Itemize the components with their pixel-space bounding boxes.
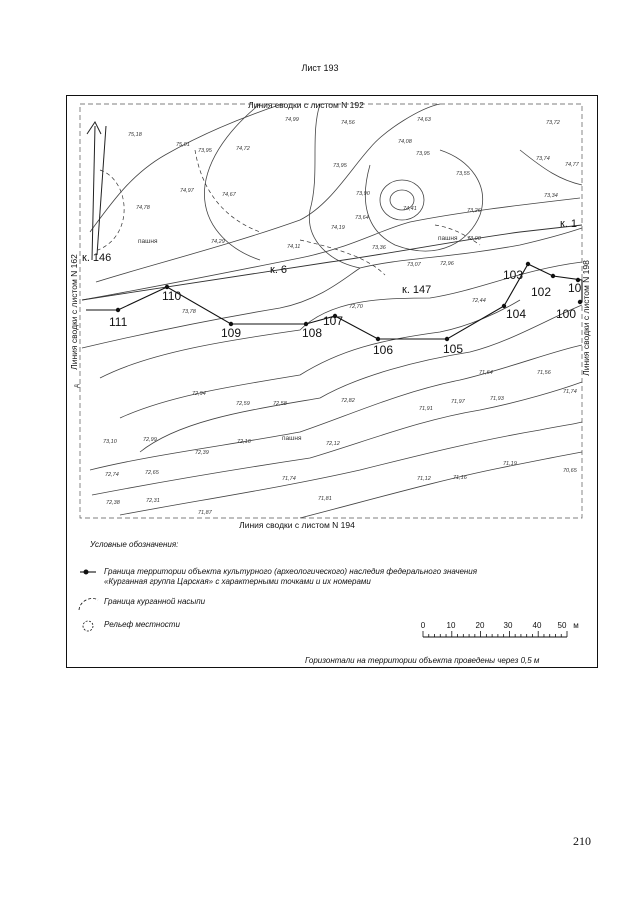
elevation-mark: 71,56: [537, 370, 551, 376]
quarter-lines: [82, 225, 582, 300]
contour-line: [82, 198, 580, 300]
boundary-point-102: [551, 274, 555, 278]
elevation-mark: 72,16: [237, 439, 251, 445]
elevation-mark: 73,00: [467, 236, 481, 242]
quarter-label: к. 6: [270, 264, 288, 276]
mound-legend-icon: [79, 598, 98, 610]
point-label-106: 106: [373, 343, 394, 357]
elevation-mark: 71,81: [318, 496, 332, 502]
elevation-mark: 74,11: [287, 244, 301, 250]
elevation-mark: 71,74: [563, 389, 577, 395]
elevation-mark: 72,96: [440, 261, 454, 267]
scale-bar: [421, 621, 579, 637]
contour-line: [90, 345, 582, 470]
quarter-label: к. 1: [560, 218, 578, 230]
boundary-point-105: [445, 337, 449, 341]
elevation-mark: 72,94: [192, 391, 206, 397]
elevation-mark: 73,07: [407, 262, 421, 268]
elevation-mark: 71,16: [453, 475, 467, 481]
point-label-100: 100: [556, 307, 577, 321]
elevation-mark: 73,78: [182, 309, 196, 315]
boundary-point-111: [116, 308, 120, 312]
scale-unit: м: [573, 621, 579, 630]
elevation-mark: 71,64: [479, 370, 493, 376]
point-label-107: 107: [323, 314, 344, 328]
legend-title: Условные обозначения:: [90, 540, 179, 549]
elevation-mark: 73,95: [416, 151, 430, 157]
legend-relief: Рельеф местности: [104, 620, 180, 629]
elevation-mark: 74,78: [136, 205, 150, 211]
edge-left-mark: д: [74, 384, 80, 388]
field-label: пашня: [438, 235, 458, 242]
elevation-mark: 72,58: [273, 401, 287, 407]
elevation-mark: 73,74: [536, 156, 550, 162]
elevation-mark: 72,39: [195, 450, 209, 456]
elevation-mark: 73,64: [355, 215, 369, 221]
elevation-mark: 74,72: [236, 146, 250, 152]
elevation-mark: 72,99: [143, 437, 157, 443]
edge-label-bottom: Линия сводки с листом N 194: [239, 520, 355, 530]
elevation-mark: 74,41: [403, 206, 417, 212]
point-label-110: 110: [162, 289, 182, 303]
north-arrow-icon: [87, 122, 106, 260]
legend-boundary-line2: «Курганная группа Царская» с характерными точками и их номерами: [104, 577, 371, 586]
scale-tick-label: 20: [475, 621, 485, 630]
elevation-mark: 73,34: [544, 193, 558, 199]
page-number: 210: [573, 834, 591, 848]
sheet-title: Лист 193: [301, 63, 339, 73]
scale-tick-label: 40: [532, 621, 542, 630]
point-label-102: 102: [531, 285, 552, 299]
elevation-mark: 74,29: [211, 239, 225, 245]
scale-tick-label: 0: [420, 621, 426, 630]
elevation-mark: 73,10: [103, 439, 117, 445]
contour-line: [140, 305, 582, 452]
boundary-point-106: [376, 337, 380, 341]
relief-legend-icon: [83, 621, 93, 631]
point-label-10: 10: [568, 281, 582, 295]
point-label-104: 104: [506, 307, 527, 321]
contour-line: [96, 104, 440, 282]
quarter-labels: [82, 218, 577, 296]
elevation-mark: 71,91: [419, 406, 433, 412]
elevation-mark: 73,55: [456, 171, 470, 177]
elevation-mark: 70,65: [563, 468, 577, 474]
elevation-mark: 73,26: [467, 208, 481, 214]
boundary-point-legend-icon: [84, 570, 88, 574]
elevation-mark: 71,97: [451, 399, 465, 405]
mound-boundaries: [98, 150, 480, 275]
elevation-mark: 72,74: [105, 472, 119, 478]
legend-boundary-line1: Граница территории объекта культурного (археологического) наследия федерального значения: [104, 567, 478, 576]
elevation-mark: 71,74: [282, 476, 296, 482]
elevation-mark: 72,70: [349, 304, 363, 310]
elevation-mark: 74,08: [398, 139, 412, 145]
point-label-103: 103: [503, 268, 524, 282]
elevation-mark: 73,95: [333, 163, 347, 169]
edge-label-top: Линия сводки с листом N 192: [248, 100, 364, 110]
contour-line: [380, 180, 424, 220]
elevation-mark: 72,31: [146, 498, 160, 504]
scale-tick-label: 30: [503, 621, 513, 630]
elevation-mark: 72,65: [145, 470, 159, 476]
contour-line: [204, 104, 260, 260]
edge-label-right: Линия сводки с листом N 198: [581, 260, 591, 376]
elevation-mark: 75,18: [128, 132, 142, 138]
edge-label-left: Линия сводки с листом N 162: [69, 254, 79, 370]
elevation-mark: 73,72: [546, 120, 560, 126]
elevation-mark: 74,97: [180, 188, 194, 194]
contour-interval-note: Горизонтали на территории объекта проведены через 0,5 м: [305, 656, 540, 665]
elevation-mark: 74,19: [331, 225, 345, 231]
quarter-line: [82, 225, 582, 300]
elevation-mark: 73,95: [198, 148, 212, 154]
elevation-mark: 72,59: [236, 401, 250, 407]
contour-line: [300, 452, 582, 518]
elevation-mark: 75,01: [176, 142, 190, 148]
elevation-mark: 71,93: [490, 396, 504, 402]
point-label-109: 109: [221, 326, 242, 340]
elevation-mark: 74,67: [222, 192, 236, 198]
elevation-mark: 71,87: [198, 510, 212, 516]
elevation-mark: 74,99: [285, 117, 299, 123]
elevation-mark: 73,36: [372, 245, 386, 251]
contour-line: [82, 228, 582, 348]
legend-mound: Граница курганной насыпи: [104, 597, 206, 606]
elevation-mark: 74,77: [565, 162, 579, 168]
elevation-mark: 74,56: [341, 120, 355, 126]
field-label: пашня: [282, 435, 302, 442]
contour-line: [92, 382, 582, 495]
elevation-mark: 72,12: [326, 441, 340, 447]
contour-line: [120, 422, 582, 515]
boundary-point-103: [526, 262, 530, 266]
elevation-mark: 72,44: [472, 298, 486, 304]
elevation-mark: 71,12: [417, 476, 431, 482]
contour-line: [90, 104, 282, 232]
scale-tick-label: 50: [557, 621, 567, 630]
scale-tick-label: 10: [446, 621, 456, 630]
elevation-mark: 72,82: [341, 398, 355, 404]
elevation-mark: 73,90: [356, 191, 370, 197]
elevation-mark: 74,63: [417, 117, 431, 123]
point-label-111: 111: [109, 315, 128, 329]
quarter-label: к. 147: [402, 284, 432, 296]
elevation-mark: 72,38: [106, 500, 120, 506]
point-label-108: 108: [302, 326, 323, 340]
legend-symbols: [79, 570, 98, 631]
point-label-105: 105: [443, 342, 464, 356]
quarter-label: к. 146: [82, 252, 112, 264]
elevation-mark: 71,19: [503, 461, 517, 467]
field-label: пашня: [138, 238, 158, 245]
